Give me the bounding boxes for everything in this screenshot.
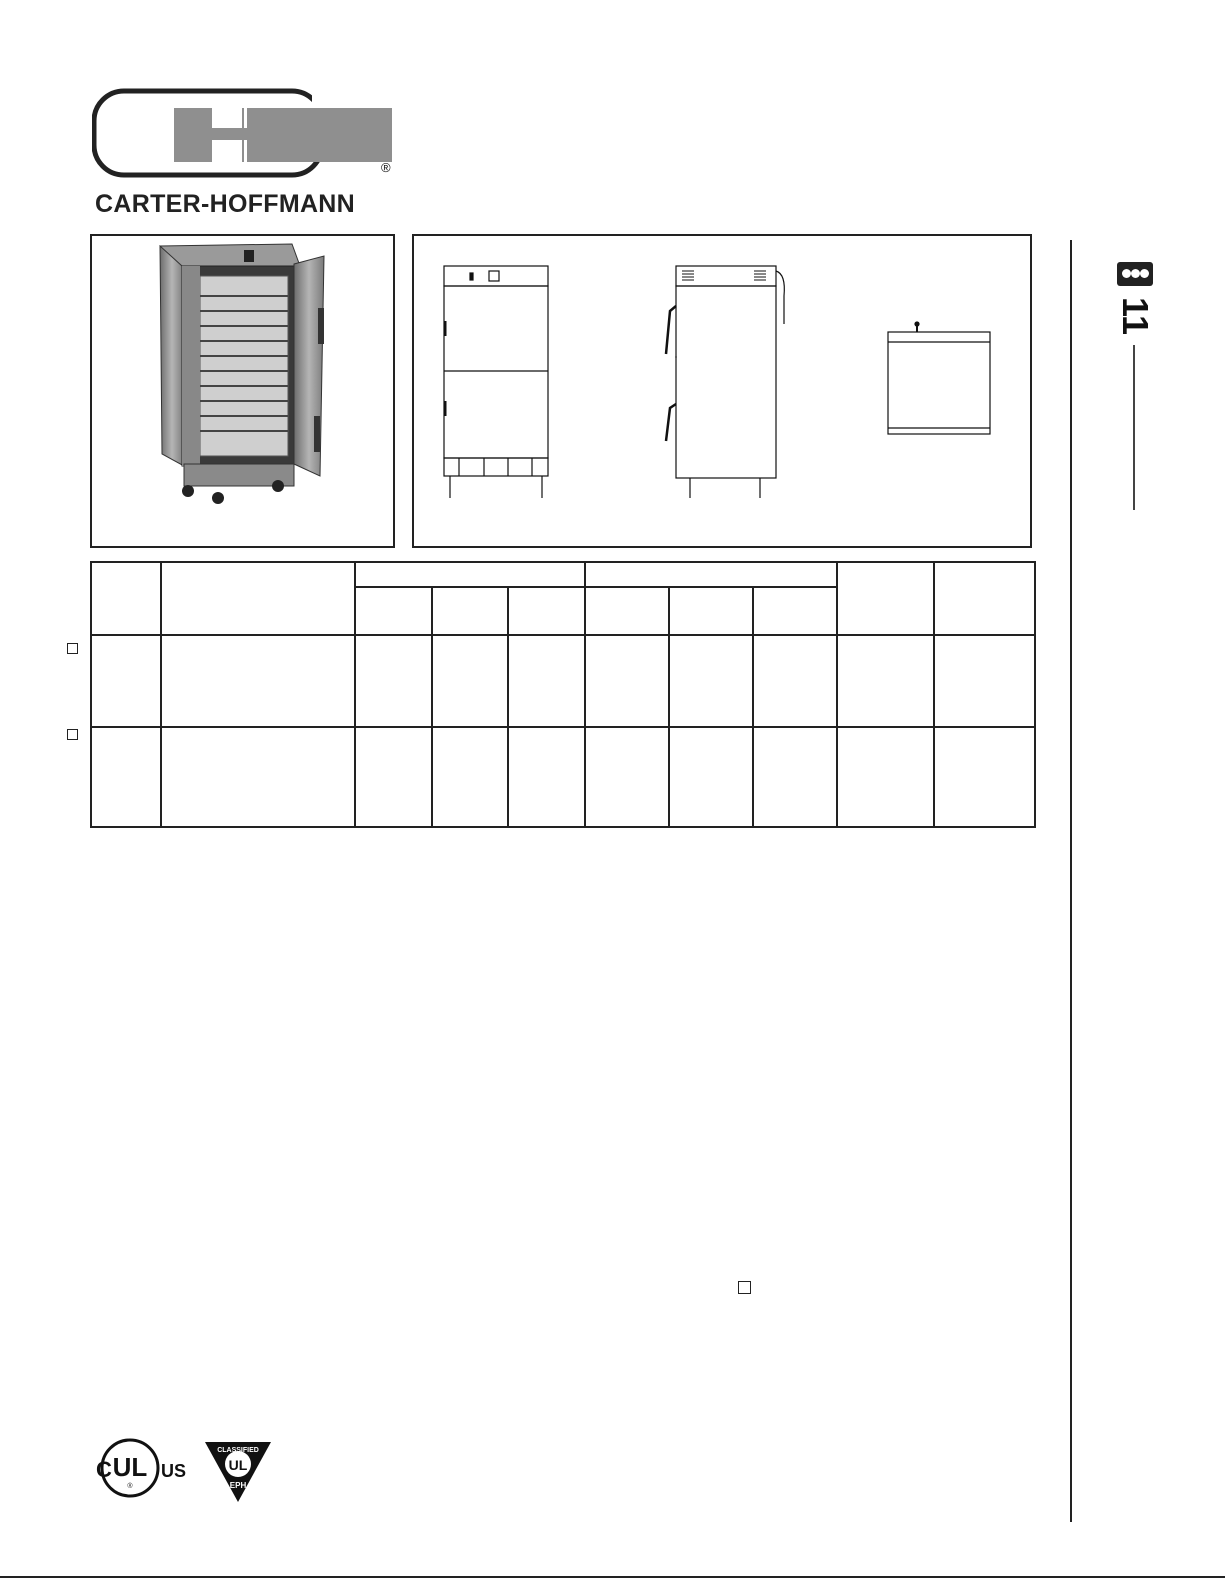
header-cell-9 <box>837 562 934 635</box>
ul-eph-classified-mark <box>203 1440 273 1504</box>
spec-table <box>90 561 1036 828</box>
table-cell <box>669 635 753 727</box>
header-group-1 <box>355 562 585 587</box>
ul-small-text: ® <box>127 1483 133 1490</box>
ul-right-text: US <box>161 1461 187 1481</box>
table-cell <box>508 727 585 827</box>
table-cell <box>161 635 355 727</box>
row-1-checkbox[interactable] <box>67 643 78 654</box>
table-cell <box>934 635 1035 727</box>
carter-hoffmann-logo <box>92 88 397 178</box>
table-cell <box>585 727 669 827</box>
section-tab-number: 11 <box>1115 296 1156 336</box>
table-header-row <box>91 562 1035 587</box>
header-cell-model <box>91 562 161 635</box>
footer-rule <box>0 1576 1225 1578</box>
option-checkbox[interactable] <box>738 1281 751 1294</box>
line-drawing-frame <box>412 234 1032 548</box>
ul-center-text: UL <box>112 1452 148 1482</box>
subheader-cell <box>585 587 669 635</box>
table-cell <box>91 727 161 827</box>
table-cell <box>432 635 508 727</box>
tab-rule <box>1133 345 1135 510</box>
subheader-cell <box>432 587 508 635</box>
eph-top-text: CLASSIFIED <box>217 1447 259 1454</box>
table-cell <box>753 727 837 827</box>
table-cell <box>837 727 934 827</box>
table-cell <box>355 635 432 727</box>
table-cell <box>355 727 432 827</box>
table-cell <box>91 635 161 727</box>
table-cell <box>837 635 934 727</box>
table-cell <box>161 727 355 827</box>
eph-bottom-text: EPH <box>229 1481 247 1490</box>
table-cell <box>432 727 508 827</box>
table-cell <box>669 727 753 827</box>
header-group-2 <box>585 562 837 587</box>
table-row <box>91 727 1035 827</box>
table-cell <box>585 635 669 727</box>
table-row <box>91 635 1035 727</box>
subheader-cell <box>669 587 753 635</box>
subheader-cell <box>508 587 585 635</box>
registered-mark: ® <box>381 160 391 175</box>
subheader-cell <box>753 587 837 635</box>
c-ul-us-listed-mark <box>90 1436 200 1500</box>
side-vertical-rule <box>1070 240 1072 1522</box>
product-photo-frame <box>90 234 395 548</box>
header-cell-description <box>161 562 355 635</box>
ul-left-text: C <box>96 1457 112 1482</box>
three-dot-tab-icon <box>1117 262 1153 286</box>
header-cell-10 <box>934 562 1035 635</box>
subheader-cell <box>355 587 432 635</box>
cabinet-photo-image <box>92 236 393 546</box>
eph-center-text: UL <box>228 1457 248 1473</box>
table-cell <box>753 635 837 727</box>
table-cell <box>934 727 1035 827</box>
brand-name: CARTER-HOFFMANN <box>95 190 356 218</box>
elevation-drawings <box>414 236 1030 546</box>
row-2-checkbox[interactable] <box>67 729 78 740</box>
table-cell <box>508 635 585 727</box>
